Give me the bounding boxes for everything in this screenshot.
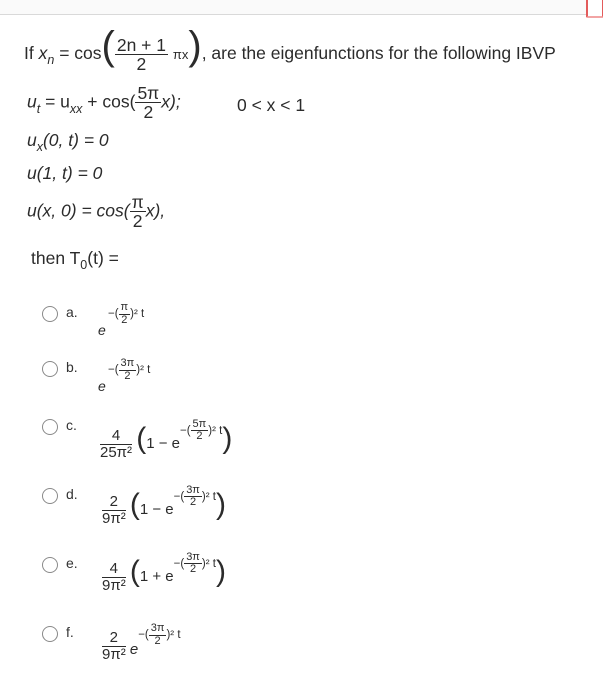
pde-line: $u_t = u_{xx} + \cos$( $\frac{5\pi}{2}$ x); <box>27 83 181 123</box>
option-e-coefficient: $\frac{4}{\text{9π²}}$ <box>102 559 126 594</box>
left-paren: ( <box>101 24 115 68</box>
domain-text: 0 < x < 1 <box>237 95 306 115</box>
intro-suffix: , are the eigenfunctions for the following IBVP <box>201 43 556 63</box>
option-e-expression: $\frac{4}{\text{9π²}}$ $(1 + e^{-( \frac{3\pi}{2} )^2 t})$ <box>102 550 226 594</box>
question-intro-line <box>24 26 556 73</box>
option-d-expression: $\frac{2}{\text{9π²}}$ $(1 - e^{-( \frac{3\pi}{2} )^2 t})$ <box>102 483 226 527</box>
eq-cos: = cos <box>59 43 102 63</box>
option-f-radio[interactable] <box>42 626 58 642</box>
option-a-base: e <box>98 322 106 338</box>
x-var: x <box>38 43 48 63</box>
option-c-coefficient: $\frac{4}{\text{25π²}}$ <box>100 426 133 461</box>
eigen-fraction: $\frac{2n + 1}{2}$ <box>116 34 166 74</box>
option-f-coefficient: $\frac{2}{\text{9π²}}$ <box>102 629 126 663</box>
option-c-radio[interactable] <box>42 419 58 435</box>
option-a-exponent: −( $\frac{\pi}{2}$ )² t <box>108 301 145 326</box>
option-a-label[interactable]: a. <box>66 304 78 320</box>
bc1-line: $u_x(0$, t) = 0 <box>27 130 109 154</box>
then-line: then $T_0(t)$ = <box>31 248 119 272</box>
ic-line: u(x, 0) = cos( $\frac{\pi}{2}$ x), <box>27 192 166 232</box>
option-c-expression: $\frac{4}{\text{25π²}}$ $(1 - e^{-( \frac{5\pi}{2} )^2 t})$ <box>100 417 233 461</box>
option-e-radio[interactable] <box>42 557 58 573</box>
pi-x: πx <box>172 47 189 62</box>
option-d-radio[interactable] <box>42 488 58 504</box>
option-d-label[interactable]: d. <box>66 486 78 502</box>
top-bar <box>0 0 603 15</box>
option-f-expression: $\frac{2}{\text{9π²}}$ $e^{-( \frac{3\pi}{2} )^2 t}$ <box>102 622 181 663</box>
right-paren: ) <box>188 24 202 68</box>
intro-prefix: If <box>24 43 34 63</box>
option-b-exponent: −( $\frac{3\pi}{2}$ )² t <box>108 357 151 382</box>
option-b-radio[interactable] <box>42 361 58 377</box>
option-d-coefficient: $\frac{2}{\text{9π²}}$ <box>102 492 126 527</box>
option-f-label[interactable]: f. <box>66 624 74 640</box>
option-b-base: e <box>98 378 106 394</box>
n-sub: n <box>47 53 55 67</box>
ic-fraction: $\frac{\pi}{2}$ <box>131 192 144 232</box>
option-b-label[interactable]: b. <box>66 359 78 375</box>
pde-fraction: $\frac{5\pi}{2}$ <box>137 83 160 123</box>
option-c-label[interactable]: c. <box>66 417 77 433</box>
option-a-radio[interactable] <box>42 306 58 322</box>
bc2-line: u(1, t) = 0 <box>27 163 103 183</box>
corner-box-icon <box>586 0 603 18</box>
option-e-label[interactable]: e. <box>66 555 78 571</box>
